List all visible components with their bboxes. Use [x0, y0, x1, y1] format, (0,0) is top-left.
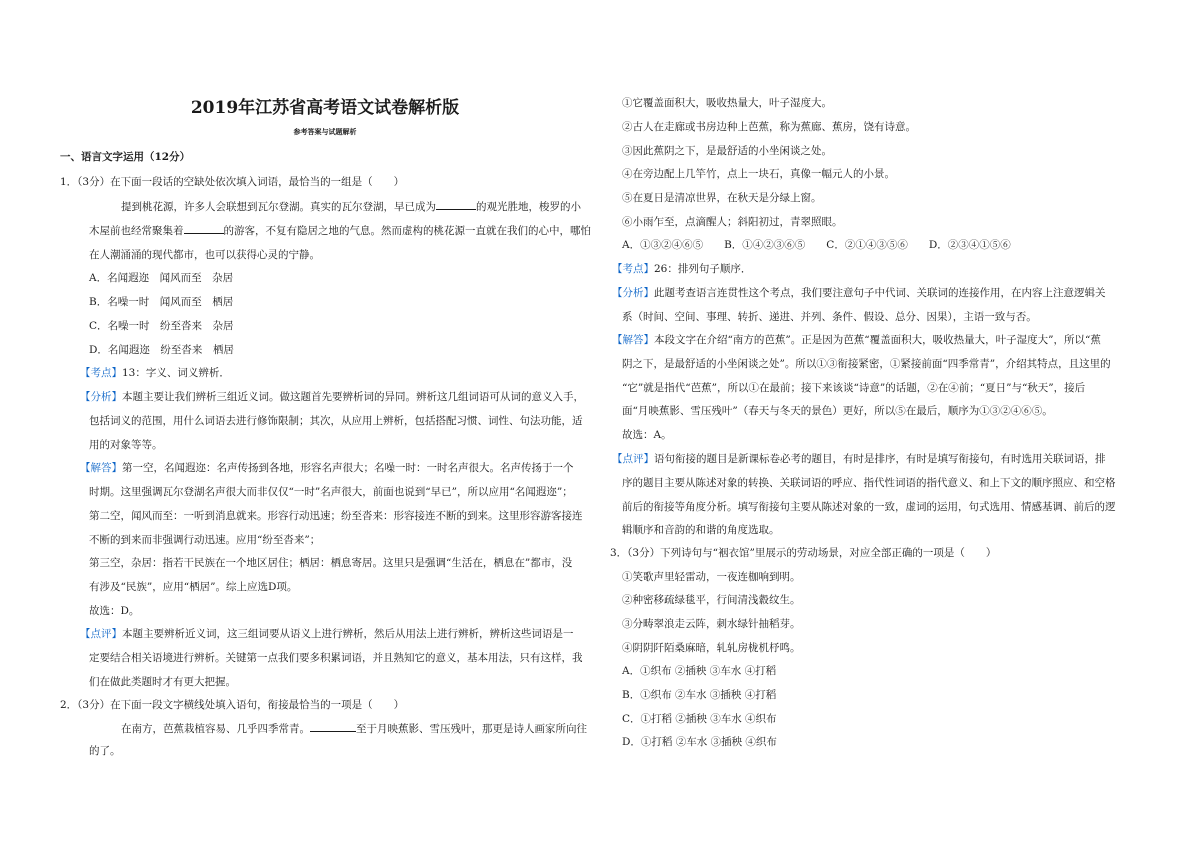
- q2-sentence-2: ②古人在走廊或书房边种上芭蕉，称为蕉廊、蕉房，饶有诗意。: [622, 121, 916, 133]
- q3-line-3: ③分畴翠浪走云阵，刺水绿针抽稻芽。: [622, 618, 801, 630]
- q1-fenxi-line-2: 包括词义的范围，用什么词语去进行修饰限制；其次，从应用上辨析，包括搭配习惯、词性、句法功能，适: [89, 415, 583, 427]
- q3-option-c: C．①打稻 ②插秧 ③车水 ④织布: [622, 713, 777, 725]
- q1-jieda-line-2: 时期。这里强调瓦尔登湖名声很大而非仅仅“一时”名声很大，前面也说到“早已”，所以应用“名闻遐迩”；: [89, 486, 573, 498]
- q2-sentence-5: ⑤在夏日是清凉世界，在秋天是分绿上窗。: [622, 192, 822, 204]
- dianping-tag: 【点评】: [80, 628, 122, 640]
- jieda-tag: 【解答】: [612, 334, 654, 346]
- dianping-tag: 【点评】: [612, 453, 654, 465]
- q1-jieda-line-1: 【解答】第一空，名闻遐迩：名声传扬到各地，形容名声很大；名噪一时：一时名声很大。名声传扬于一个: [80, 462, 574, 474]
- q1-passage-line-1: 提到桃花源，许多人会联想到瓦尔登湖。真实的瓦尔登湖，早已成为 的观光胜地，梭罗的小: [121, 201, 581, 213]
- q1-blank-2: [184, 224, 224, 234]
- q1-option-a: A．名闻遐迩 闻风而至 杂居: [89, 272, 234, 284]
- q2-answer: 故选：A。: [622, 429, 672, 441]
- q1-jieda-line-6: 有涉及“民族”，应用“栖居”。综上应选D项。: [89, 581, 298, 593]
- q1-stem: 1．（3分）在下面一段话的空缺处依次填入词语，最恰当的一组是（ ）: [60, 176, 405, 188]
- q1-kaodian: 【考点】13：字义、词义辨析．: [80, 367, 230, 379]
- q1-option-d: D．名闻遐迩 纷至沓来 栖居: [89, 344, 234, 356]
- q1-blank-1: [436, 200, 476, 210]
- q1-fenxi-line-1: 【分析】本题主要让我们辨析三组近义词。做这题首先要辨析词的异同。辨析这几组词语可从词的意义入手，: [80, 391, 584, 403]
- q2-dianping-line-2: 序的题目主要从陈述对象的转换、关联词语的呼应、指代性词语的指代意义、和上下文的顺序照应、和空格: [622, 477, 1116, 489]
- q1-jieda-line-3: 第二空，闻风而至：一听到消息就来。形容行动迅速；纷至沓来：形容接连不断的到来。这里形容游客接连: [89, 510, 583, 522]
- kaodian-tag: 【考点】: [612, 263, 654, 275]
- q2-jieda-line-2: 阴之下，是最舒适的小坐闲谈之处”。所以①③衔接紧密，①紧接前面“四季常青”，介绍其特点，且这里的: [622, 358, 1111, 370]
- q2-jieda-line-4: 面“月映蕉影、雪压残叶”（春天与冬天的景色）更好，所以⑤在最后，顺序为①③②④⑥⑤。: [622, 405, 1053, 417]
- q2-fenxi-line-1: 【分析】此题考查语言连贯性这个考点，我们要注意句子中代词、关联词的连接作用，在内容上注意逻辑关: [612, 287, 1106, 299]
- q1-fenxi-line-3: 用的对象等等。: [89, 439, 163, 451]
- q1-answer: 故选：D。: [89, 605, 140, 617]
- q2-kaodian: 【考点】26：排列句子顺序．: [612, 263, 752, 275]
- q2-passage-line-2: 的了。: [89, 745, 121, 757]
- q3-option-a: A．①织布 ②插秧 ③车水 ④打稻: [622, 665, 777, 677]
- kaodian-tag: 【考点】: [80, 367, 122, 379]
- q3-line-4: ④阴阴阡陌桑麻暗，轧轧房栊机杼鸣。: [622, 642, 801, 654]
- q3-line-2: ②种密移疏绿毯平，行间清浅縠纹生。: [622, 594, 801, 606]
- q2-fenxi-line-2: 系（时间、空间、事理、转折、递进、并列、条件、假设、总分、因果），主语一致与否。: [622, 311, 1037, 323]
- q1-option-c: C．名噪一时 纷至沓来 杂居: [89, 320, 234, 332]
- q1-jieda-line-4: 不断的到来而非强调行动迅速。应用“纷至沓来”；: [89, 534, 321, 546]
- q1-dianping-line-3: 们在做此类题时才有更大把握。: [89, 676, 236, 688]
- q2-sentence-6: ⑥小雨乍至，点滴醒人；斜阳初过，青翠照眼。: [622, 216, 843, 228]
- fenxi-tag: 【分析】: [612, 287, 654, 299]
- jieda-tag: 【解答】: [80, 462, 122, 474]
- q2-dianping-line-3: 前后的衔接等角度分析。填写衔接句主要从陈述对象的一致，虚词的运用，句式选用、情感基调、前后的逻: [622, 501, 1116, 513]
- q2-blank: [310, 722, 356, 732]
- q2-sentence-3: ③因此蕉阴之下，是最舒适的小坐闲谈之处。: [622, 145, 832, 157]
- page-title: 2019年江苏省高考语文试卷解析版: [190, 98, 460, 118]
- q2-sentence-1: ①它覆盖面积大，吸收热量大，叶子湿度大。: [622, 97, 832, 109]
- q2-options: A．①③②④⑥⑤ B．①④②③⑥⑤ C．②①④③⑤⑥ D．②③④①⑤⑥: [622, 239, 1011, 251]
- q2-passage-line-1: 在南方，芭蕉栽植容易、几乎四季常青。 至于月映蕉影、雪压残叶，那更是诗人画家所向往: [121, 723, 587, 735]
- q3-line-1: ①笑歌声里轻雷动，一夜连枷响到明。: [622, 571, 801, 583]
- q2-jieda-line-1: 【解答】本段文字在介绍“南方的芭蕉”。正是因为芭蕉“覆盖面积大，吸收热量大，叶子湿度大”，所以“蕉: [612, 334, 1101, 346]
- q1-passage-line-3: 在人潮涌涌的现代都市，也可以获得心灵的宁静。: [89, 249, 320, 261]
- q1-option-b: B．名噪一时 闻风而至 栖居: [89, 296, 234, 308]
- q2-stem: 2．（3分）在下面一段文字横线处填入语句，衔接最恰当的一项是（ ）: [60, 699, 405, 711]
- q3-option-d: D．①打稻 ②车水 ③插秧 ④织布: [622, 736, 777, 748]
- q1-jieda-line-5: 第三空，杂居：指若干民族在一个地区居住；栖居：栖息寄居。这里只是强调“生活在，栖息在”都市，没: [89, 557, 573, 569]
- q3-stem: 3．（3分）下列诗句与“裀衣馆”里展示的劳动场景，对应全部正确的一项是（ ）: [610, 547, 997, 559]
- q2-sentence-4: ④在旁边配上几竿竹，点上一块石，真像一幅元人的小景。: [622, 168, 895, 180]
- q1-dianping-line-2: 定要结合相关语境进行辨析。关键第一点我们要多积累词语，并且熟知它的意义，基本用法，只有这样，我: [89, 652, 583, 664]
- fenxi-tag: 【分析】: [80, 391, 122, 403]
- q2-jieda-line-3: “它”就是指代“芭蕉”，所以①在最前；接下来该谈“诗意”的话题，②在④前；“夏日”与“秋天”，接后: [622, 382, 1086, 394]
- page-subtitle: 参考答案与试题解析: [293, 127, 357, 136]
- section-heading: 一、语言文字运用（12分）: [60, 151, 191, 163]
- q2-dianping-line-4: 辑顺序和音韵的和谐的角度选取。: [622, 524, 780, 536]
- q3-option-b: B．①织布 ②车水 ③插秧 ④打稻: [622, 689, 777, 701]
- q1-passage-line-2: 木屋前也经常聚集着 的游客，不复有隐居之地的气息。然而虚构的桃花源一直就在我们的心中，哪怕: [89, 225, 591, 237]
- q1-dianping-line-1: 【点评】本题主要辨析近义词，这三组词要从语义上进行辨析，然后从用法上进行辨析，辨析这些词语是一: [80, 628, 574, 640]
- q2-dianping-line-1: 【点评】语句衔接的题目是新课标卷必考的题目，有时是排序，有时是填写衔接句，有时选用关联词语，排: [612, 453, 1106, 465]
